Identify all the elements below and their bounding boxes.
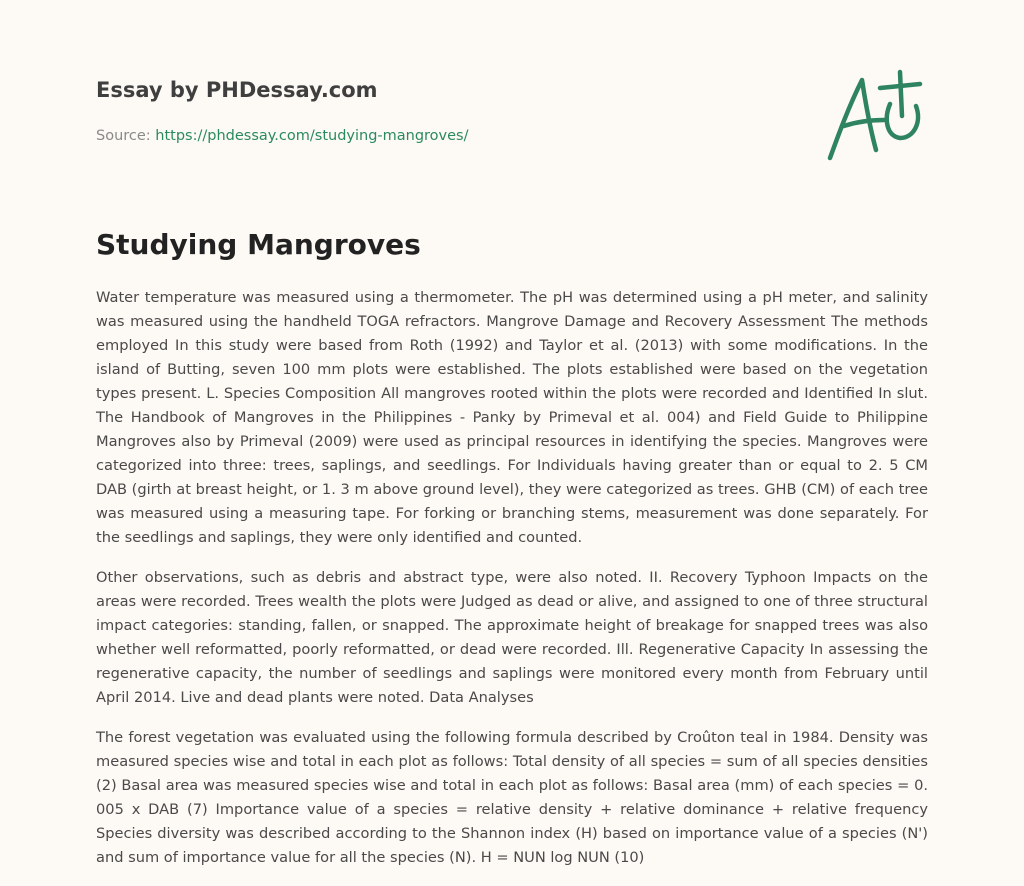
- paragraph: Other observations, such as debris and abstract type, were also noted. II. Recovery Typhoon Impacts on the areas were recorded. Trees wealth the plots were Judged as dead or alive, and assigned to one of three structural impact categories: standing, fallen, or snapped. The approximate height of breakage for snapped trees was also whether well reformatted, poorly reformatted, or dead were recorded. Ill. Regenerative Capacity In assessing the regenerative capacity, the number of seedlings and saplings were monitored every month from February until April 2014. Live and dead plants were noted. Data Analyses: [96, 569, 928, 706]
- page-title: Studying Mangroves: [96, 228, 421, 261]
- paragraph: The forest vegetation was evaluated using the following formula described by Croûton teal in 1984. Density was measured species wise and total in each plot as follows: Total density of all species = sum of all species densities (2) Basal area was measured species wise and total in each plot as follows: Basal area (mm) of each species = 0. 005 x DAB (7) Importance value of a species = relative density + relative dominance + relative frequency Species diversity was described according to the Shannon index (H) based on importance value of a species (N') and sum of importance value for all the species (N). H = NUN log NUN (10): [96, 729, 928, 866]
- a-plus-logo: [820, 66, 930, 166]
- source-link[interactable]: https://phdessay.com/studying-mangroves/: [155, 128, 469, 144]
- brand-title: Essay by PHDessay.com: [96, 78, 378, 102]
- a-plus-logo-icon: [820, 66, 930, 166]
- source-label: Source:: [96, 128, 156, 144]
- page-header: [96, 76, 796, 146]
- article-body: [96, 286, 928, 886]
- paragraph: Water temperature was measured using a thermometer. The pH was determined using a pH meter, and salinity was measured using the handheld TOGA refractors. Mangrove Damage and Recovery Assessment The methods employed In this study were based from Roth (1992) and Taylor et al. (2013) with some modifications. In the island of Butting, seven 100 mm plots were established. The plots established were based on the vegetation types present. L. Species Composition All mangroves rooted within the plots were recorded and Identified In slut. The Handbook of Mangroves in the Philippines - Panky by Primeval et al. 004) and Field Guide to Philippine Mangroves also by Primeval (2009) were used as principal resources in identifying the species. Mangroves were categorized into three: trees, saplings, and seedlings. For Individuals having greater than or equal to 2. 5 CM DAB (girth at breast height, or 1. 3 m above ground level), they were categorized as trees. GHB (CM) of each tree was measured using a measuring tape. For forking or branching stems, measurement was done separately. For the seedlings and saplings, they were only identified and counted.: [96, 289, 928, 546]
- source-line: [96, 126, 796, 146]
